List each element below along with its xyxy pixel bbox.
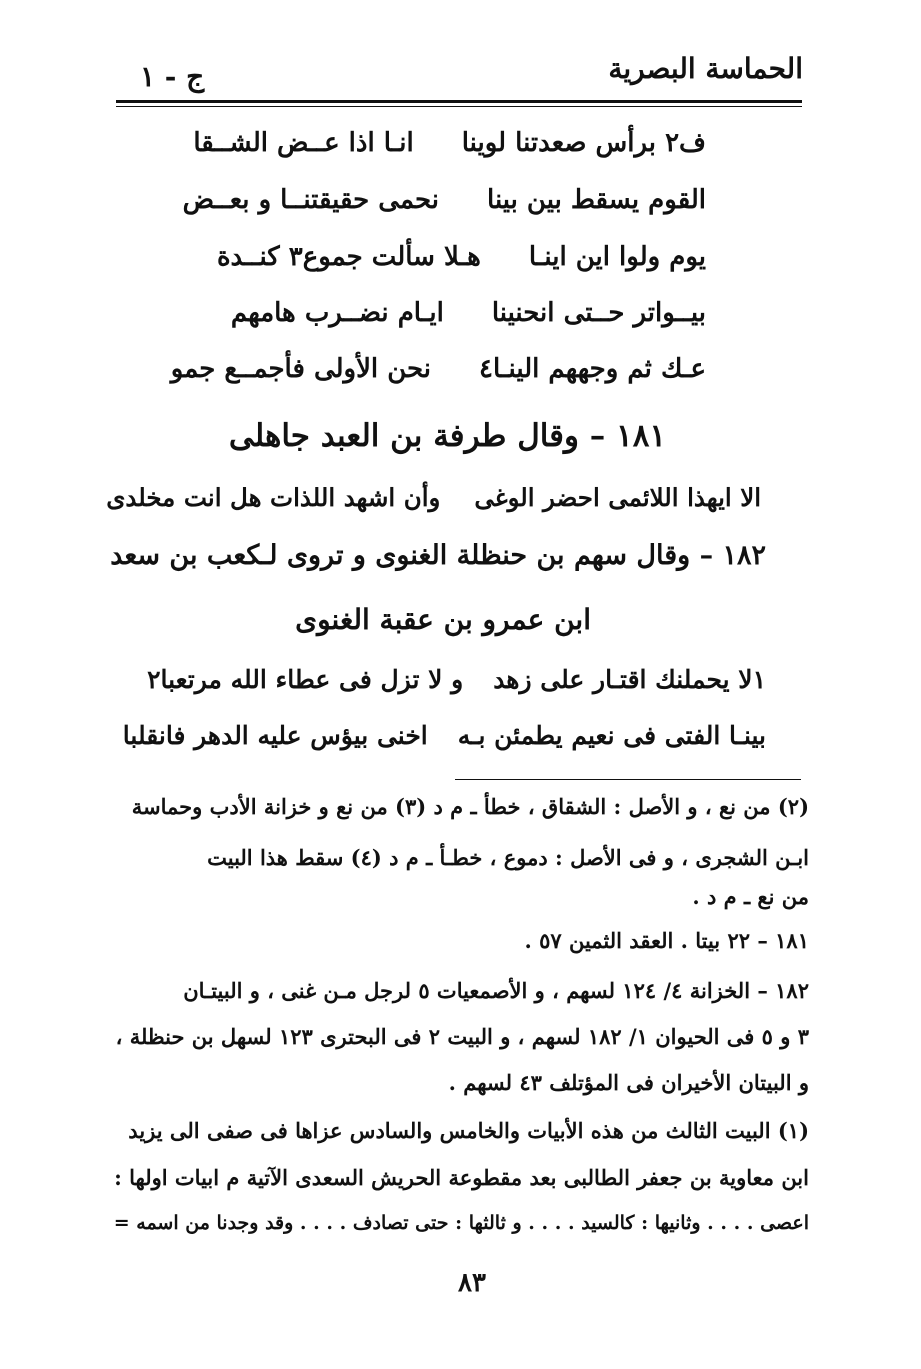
verse-line: [193, 128, 706, 158]
verse-hemistich-second: بيــواتر حــتى انحنينا: [491, 298, 706, 328]
verse-line: [171, 354, 706, 384]
verse-hemistich-first: نحن الأولى فأجمــع جمو: [170, 354, 432, 384]
poem-heading-182-continued: ابن عمرو بن عقبة الغنوى: [295, 603, 591, 636]
footnote-line: من نع ـ م د .: [692, 884, 809, 909]
verse-line-181: [106, 483, 761, 512]
footnote-line: اعصى . . . . وثانيها : كالسيد . . . . و ثالثها : حتى تصادف . . . . وقد وجدنا من اسمه =: [113, 1212, 809, 1234]
footnote-line: ١٨١ – ٢٢ بيتا . العقد الثمين ٥٧ .: [524, 928, 809, 953]
verse-hemistich-second: يوم ولوا اين اينـا: [528, 242, 706, 272]
header-rule-thin: [116, 106, 802, 107]
verse-hemistich-first: انـا اذا عــض الشــقا: [193, 128, 414, 158]
verse-hemistich-first: الا ايهذا اللائمى احضر الوغى: [474, 483, 761, 512]
verse-hemistich-first: هـلا سألت جموع٣ كنــدة: [216, 242, 481, 272]
volume-number: ج - ١: [140, 60, 205, 93]
verse-hemistich-second: ف٢ برأس صعدتنا لوينا: [461, 128, 706, 158]
footnote-line: ابن معاوية بن جعفر الطالبى بعد مقطوعة الحريش السعدى الآتية م ابيات اولها :: [114, 1165, 809, 1190]
verse-line-182: [147, 665, 766, 694]
verse-line: [231, 298, 706, 328]
verse-hemistich-first: ١لا يحملنك اقتـار على زهد: [493, 665, 766, 694]
verse-hemistich-second: و لا تزل فى عطاء الله مرتعبا٢: [147, 665, 464, 694]
footnote-line: ابـن الشجرى ، و فى الأصل : دموع ، خطـأ ـ م د (٤) سقط هذا البيت: [207, 845, 809, 870]
verse-hemistich-first: نحمى حقيقتنــا و بعــض: [182, 185, 440, 215]
footnote-separator: [455, 779, 801, 780]
verse-hemistich-second: اخنى بيؤس عليه الدهر فانقلبا: [122, 721, 428, 750]
running-title: الحماسة البصرية: [608, 52, 803, 85]
page-number: ٨٣: [458, 1268, 486, 1298]
verse-hemistich-second: القوم يسقط بين بينا: [487, 185, 706, 215]
poem-heading-181: ١٨١ – وقال طرفة بن العبد جاهلى: [228, 418, 666, 454]
verse-hemistich-second: عـك ثم وجههم الينـا٤: [479, 354, 706, 384]
verse-hemistich-first: ايـام نضــرب هامهم: [230, 298, 444, 328]
verse-line-182: [123, 721, 766, 750]
footnote-line: (٢) من نع ، و الأصل : الشقاق ، خطأ ـ م د (٣) من نع و خزانة الأدب وحماسة: [131, 794, 809, 819]
verse-hemistich-first: بينـا الفتى فى نعيم يطمئن بـه: [457, 721, 766, 750]
footnote-line: ١٨٢ – الخزانة ٤/ ١٢٤ لسهم ، و الأصمعيات ٥ لرجل مـن غنى ، و البيتـان: [183, 978, 809, 1003]
verse-line: [183, 185, 706, 215]
footnote-line: ٣ و ٥ فى الحيوان ١/ ١٨٢ لسهم ، و البيت ٢ فى البحترى ١٢٣ لسهل بن حنظلة ،: [115, 1024, 809, 1049]
verse-line: [217, 242, 706, 272]
footnote-line: (١) البيت الثالث من هذه الأبيات والخامس والسادس عزاها فى صفى الى يزيد: [128, 1118, 809, 1143]
footnote-line: و البيتان الأخيران فى المؤتلف ٤٣ لسهم .: [448, 1070, 809, 1095]
verse-hemistich-second: وأن اشهد اللذات هل انت مخلدى: [106, 483, 441, 512]
poem-heading-182: ١٨٢ – وقال سهم بن حنظلة الغنوى و تروى لـكعب بن سعد: [110, 540, 766, 571]
header-rule-thick: [116, 100, 802, 103]
